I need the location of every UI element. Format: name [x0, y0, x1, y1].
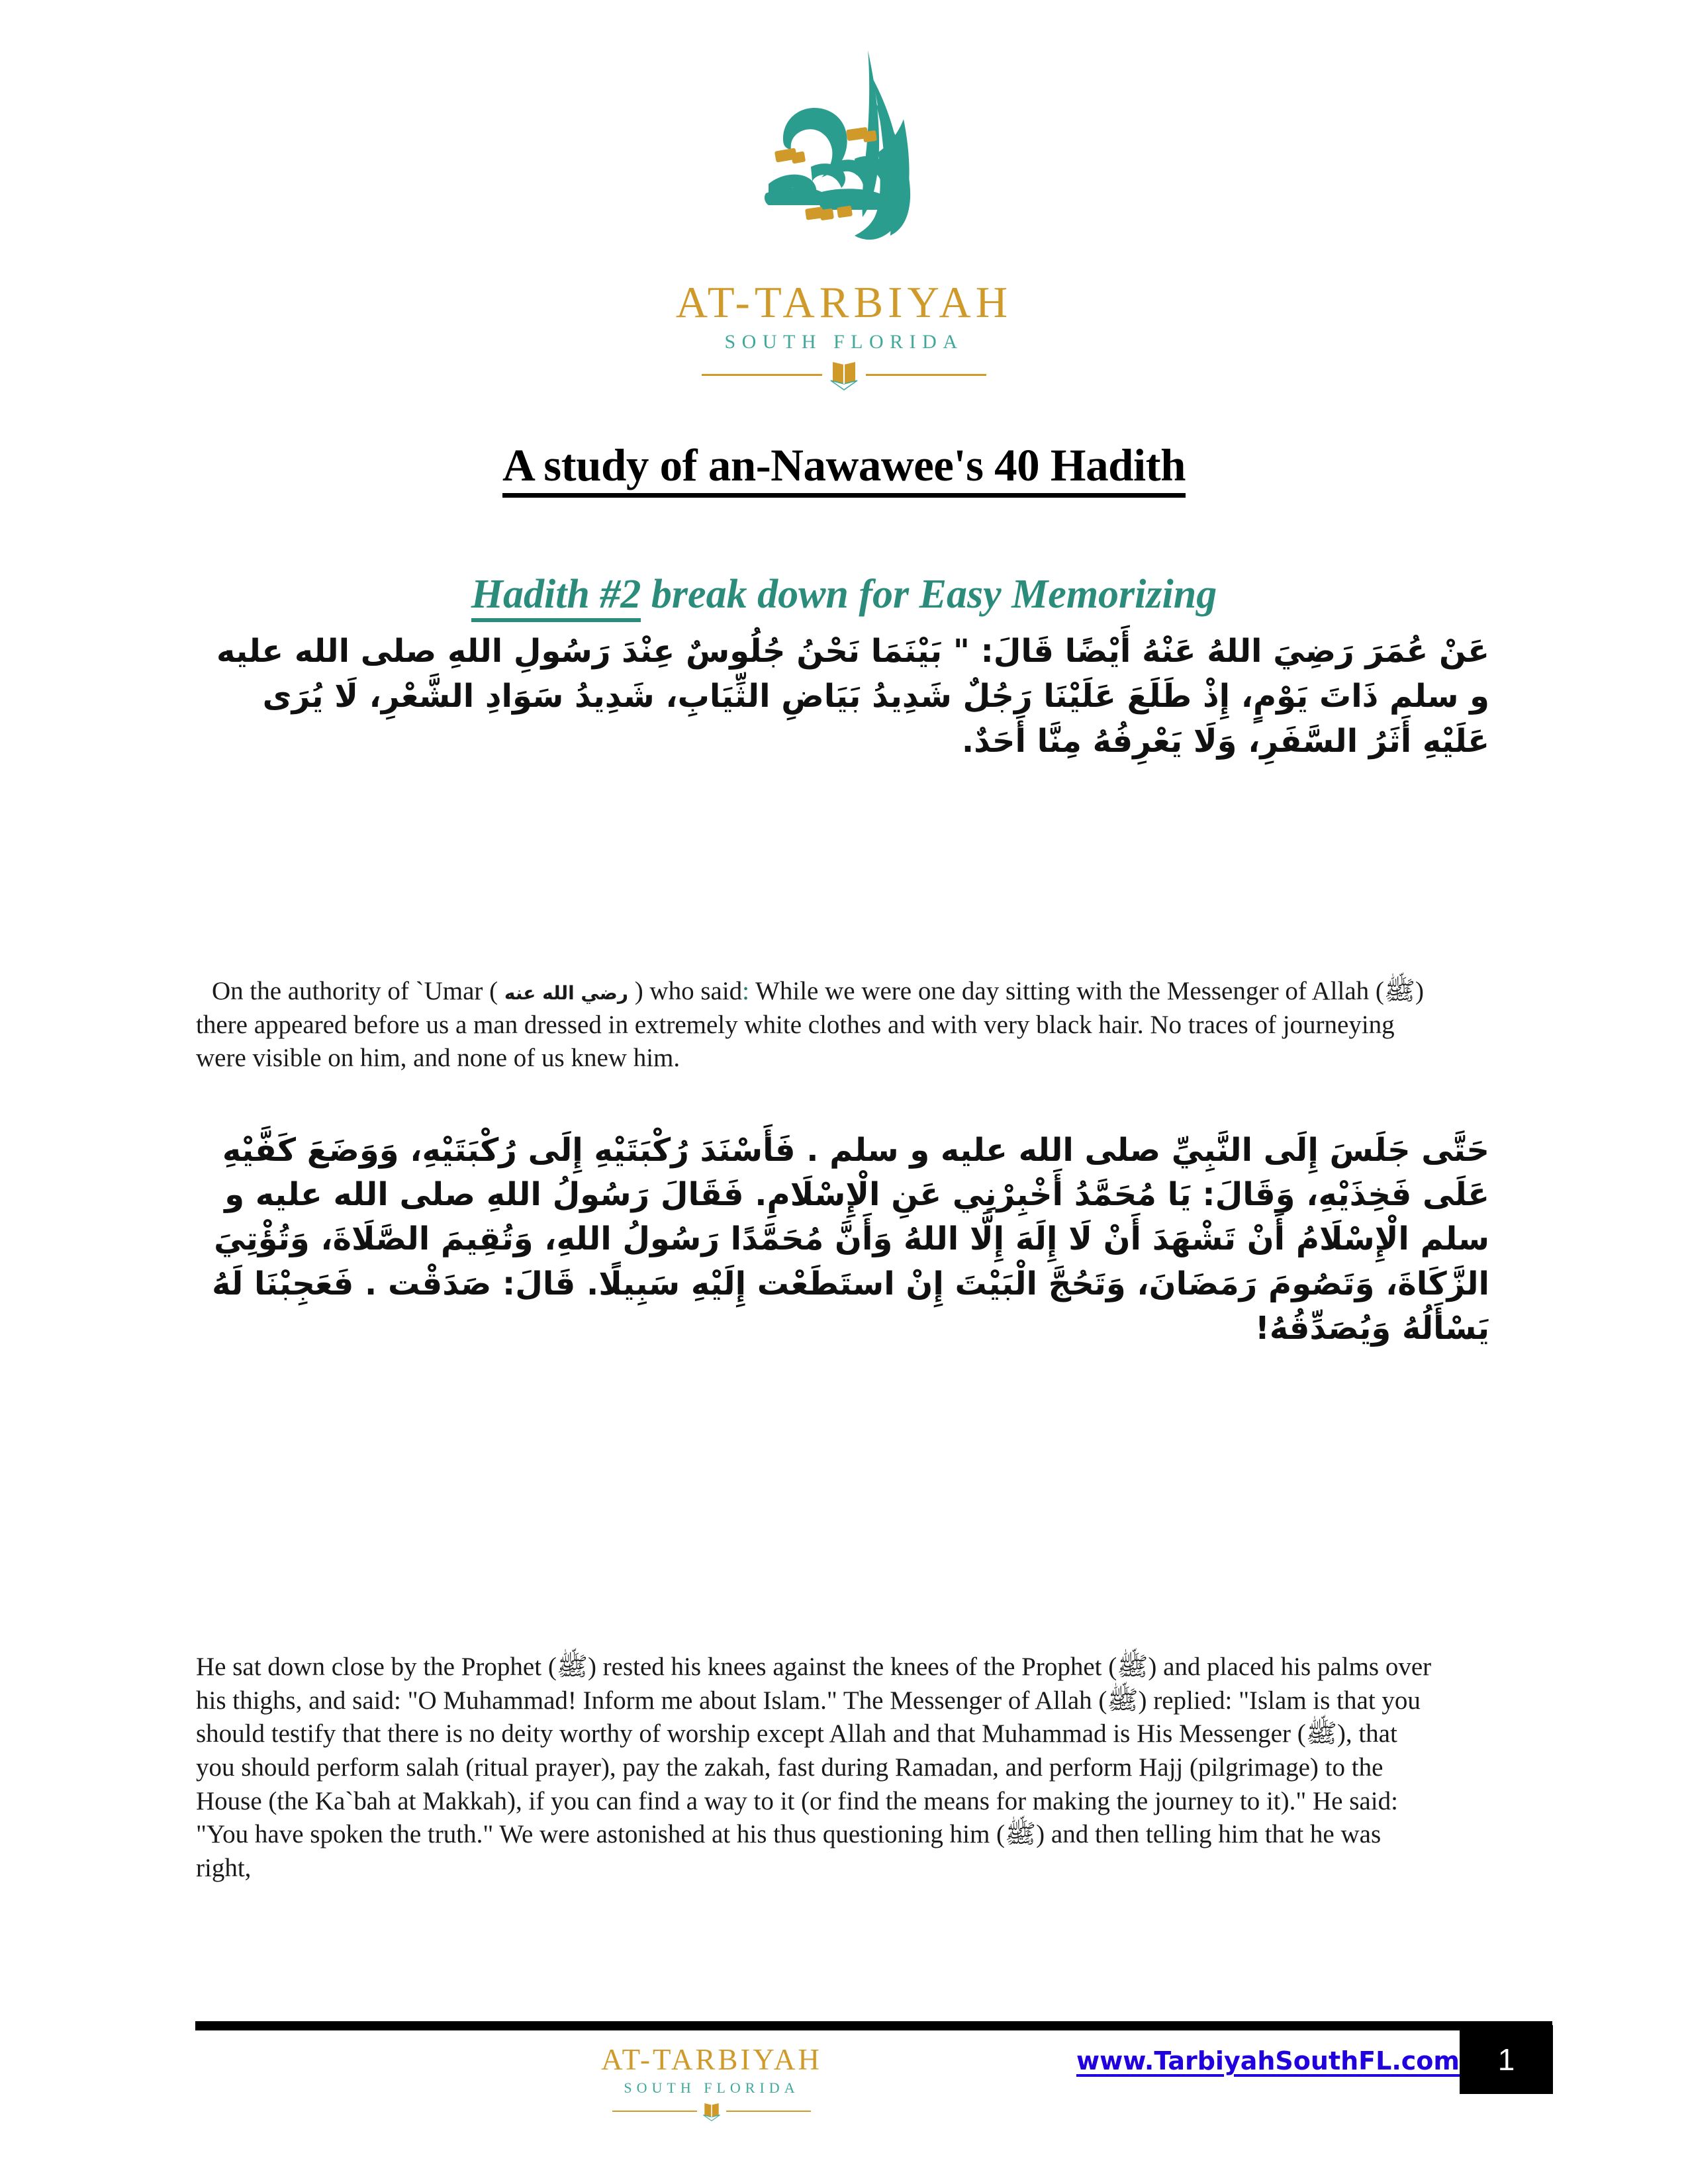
arabic-text-block-1: عَنْ عُمَرَ رَضِيَ اللهُ عَنْهُ أَيْضًا قَالَ: " بَيْنَمَا نَحْنُ جُلُوسٌ عِنْدَ رَسُولِ اللهِ صلى الله عليه و سلم ذَاتَ يَوْمٍ، إِذْ طَلَعَ عَلَيْنَا رَجُلٌ شَدِيدُ بَيَاضِ الثِّيَابِ، شَدِيدُ سَوَادِ الشَّعْرِ، لَا يُرَى عَلَيْهِ أَثَرُ السَّفَرِ، وَلَا يَعْرِفُهُ مِنَّا أَحَدٌ.: [216, 633, 1489, 760]
footer-logo: [559, 2045, 864, 2122]
logo-divider-right: [866, 374, 986, 376]
header-logo: [0, 40, 1688, 390]
english-1-part-c: While we were one day sitting with the Messenger of Allah (ﷺ) there appeared before us a man dressed in extremely white clothes and with very black hair. No traces of journeying were visible on him, and none of us knew him.: [196, 977, 1425, 1073]
english-translation-2: He sat down close by the Prophet (ﷺ) rested his knees against the knees of the Prophet (ﷺ) and placed his palms over his thighs, and said: "O Muhammad! Inform me about Islam." The Messenger of Allah (ﷺ) replied: "Islam is that you should testify that there is no deity worthy of worship except Allah and that Muhammad is His Messenger (ﷺ), that you should perform salah (ritual prayer), pay the zakah, fast during Ramadan, and perform Hajj (pilgrimage) to the House (the Ka`bah at Makkah), if you can find a way to it (or find the means for making the journey to it)." He said: "You have spoken the truth." We were astonished at his thus questioning him (ﷺ) and then telling him that he was right,: [196, 1653, 1432, 1883]
page-subtitle-underlined: Hadith #2: [471, 572, 641, 622]
page-number: 1: [1497, 2042, 1515, 2077]
english-translation-1: [196, 975, 1427, 1075]
radiallahu-anhu-arabic: رضي الله عنه: [504, 982, 628, 1004]
logo-wordmark: AT-TARBIYAH: [675, 278, 1013, 327]
logo-divider: [702, 359, 986, 390]
footer-logo-divider-right: [726, 2111, 811, 2112]
footer-logo-divider-left: [612, 2111, 697, 2112]
english-1-part-b: ) who said: [628, 977, 743, 1005]
website-link[interactable]: www.TarbiyahSouthFL.com: [1076, 2046, 1460, 2075]
page-subtitle-rest: break down for Easy Memorizing: [641, 572, 1217, 617]
arabic-calligraphy-logo-icon: [705, 40, 983, 285]
open-book-icon: [826, 359, 862, 390]
page-title-text: A study of an-Nawawee's 40 Hadith: [502, 440, 1186, 498]
english-1-accent-colon: :: [742, 977, 750, 1005]
logo-subwordmark: SOUTH FLORIDA: [724, 331, 964, 353]
footer-open-book-icon: [700, 2101, 723, 2122]
page-number-badge: [1460, 2025, 1553, 2094]
english-1-part-a: On the authority of `Umar (: [212, 977, 504, 1005]
footer-logo-divider: [612, 2101, 811, 2122]
page-title: [0, 441, 1688, 490]
footer-divider-rule: [195, 2021, 1552, 2030]
footer-logo-wordmark: AT-TARBIYAH: [601, 2043, 822, 2076]
footer-logo-subwordmark: SOUTH FLORIDA: [624, 2079, 800, 2096]
arabic-text-block-2: حَتَّى جَلَسَ إِلَى النَّبِيِّ صلى الله عليه و سلم . فَأَسْنَدَ رُكْبَتَيْهِ إِلَى رُكْبَتَيْهِ، وَوَضَعَ كَفَّيْهِ عَلَى فَخِذَيْهِ، وَقَالَ: يَا مُحَمَّدُ أَخْبِرْنِي عَنِ الْإِسْلَامِ. فَقَالَ رَسُولُ اللهِ صلى الله عليه و سلم الْإِسْلَامُ أَنْ تَشْهَدَ أَنْ لَا إِلَهَ إِلَّا اللهُ وَأَنَّ مُحَمَّدًا رَسُولُ اللهِ، وَتُقِيمَ الصَّلَاةَ، وَتُؤْتِيَ الزَّكَاةَ، وَتَصُومَ رَمَضَانَ، وَتَحُجَّ الْبَيْتَ إِنْ استَطَعْت إِلَيْهِ سَبِيلًا. قَالَ: صَدَقْت . فَعَجِبْنَا لَهُ يَسْأَلُهُ وَيُصَدِّقُهُ!: [212, 1132, 1489, 1347]
page-subtitle: [0, 573, 1688, 617]
logo-divider-left: [702, 374, 822, 376]
